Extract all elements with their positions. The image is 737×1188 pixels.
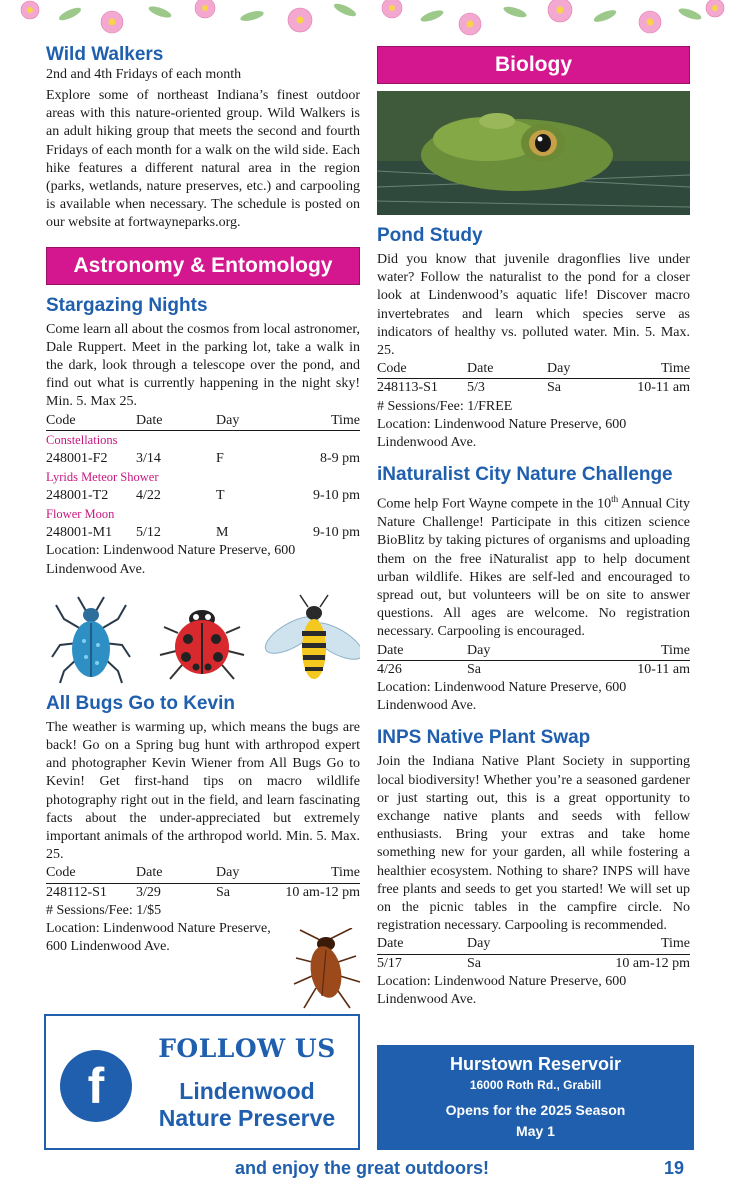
wild-walkers-schedule: 2nd and 4th Fridays of each month (46, 67, 242, 82)
row-code: 248001-F2 (46, 450, 108, 466)
row-day: F (216, 450, 224, 466)
row-code: 248112-S1 (46, 884, 107, 900)
row-day: Sa (547, 380, 561, 396)
row-day: T (216, 488, 225, 504)
session-name: Flower Moon (46, 507, 115, 522)
header-date: Date (136, 412, 163, 428)
row-time: 9-10 pm (312, 525, 360, 541)
header-date: Date (377, 642, 404, 658)
table-row (46, 884, 360, 902)
wild-walkers-body: Explore some of northeast Indiana’s finest outdoor areas with this nature-oriented group. Wild Walkers is an adult hiking group that meets the second and fourth Fridays of each month for a walk on the wild side. Each hike features a different natural area in the region (parks, wetlands, nature preserves, etc.) and carpooling is available when necessary. The schedule is posted on our website at fortwayneparks.org. (46, 88, 360, 231)
follow-us-page-name (142, 1078, 352, 1132)
pond-fee: # Sessions/Fee: 1/FREE (377, 398, 513, 414)
bugs-title: All Bugs Go to Kevin (46, 692, 235, 714)
follow-us-box[interactable] (44, 1014, 360, 1150)
row-date: 5/17 (377, 955, 402, 971)
row-time: 10 am-12 pm (285, 884, 360, 900)
row-code: 248001-T2 (46, 488, 109, 504)
reservoir-box (377, 1045, 694, 1150)
left-column (46, 44, 360, 957)
table-row (377, 661, 690, 679)
inaturalist-ordinal: th (611, 494, 619, 505)
row-time: 10-11 am (637, 380, 690, 396)
row-day: Sa (467, 955, 481, 971)
header-date: Date (136, 865, 163, 881)
bugs-location-line-1: Location: Lindenwood Nature Preserve, (46, 921, 271, 937)
row-date: 3/14 (136, 450, 161, 466)
frog-photo (377, 91, 690, 215)
header-time: Time (660, 361, 690, 377)
header-code: Code (377, 361, 407, 377)
header-code: Code (46, 412, 76, 428)
follow-us-name-line-1: Lindenwood (179, 1078, 315, 1104)
page-number: 19 (664, 1158, 685, 1178)
header-day: Day (467, 936, 491, 952)
session-name: Lyrids Meteor Shower (46, 470, 159, 485)
follow-us-title: FOLLOW US (158, 1034, 336, 1063)
bugs-fee: # Sessions/Fee: 1/$5 (46, 902, 162, 918)
header-time: Time (330, 865, 360, 881)
ladybug-icon (160, 610, 244, 679)
header-time: Time (330, 412, 360, 428)
pond-study-title: Pond Study (377, 225, 483, 246)
inps-table-header (377, 935, 690, 954)
row-date: 5/3 (467, 380, 485, 396)
pond-table-header (377, 360, 690, 379)
table-row (377, 955, 690, 973)
inps-title: INPS Native Plant Swap (377, 727, 591, 749)
row-day: M (216, 525, 229, 541)
table-row (46, 450, 360, 468)
header-time: Time (660, 936, 690, 952)
stargazing-body: Come learn all about the cosmos from local astronomer, Dale Ruppert. Meet in the parking lot, take a walk in the dark, look through a telescope over the pond, and find out what is currently happening in the night sky! Min. 5. Max 25. (46, 321, 360, 410)
reservoir-name: Hurstown Reservoir (449, 1054, 622, 1074)
inaturalist-body (377, 490, 690, 641)
bee-icon (260, 595, 360, 679)
row-day: Sa (216, 884, 230, 900)
facebook-icon[interactable]: f (60, 1050, 132, 1122)
beetle-icon (52, 597, 130, 683)
reservoir-opens: Opens for the 2025 Season (445, 1102, 626, 1118)
inps-location: Location: Lindenwood Nature Preserve, 600 Lindenwood Ave. (377, 973, 627, 1007)
table-row (46, 524, 360, 542)
stargazing-location: Location: Lindenwood Nature Preserve, 600 Lindenwood Ave. (46, 543, 296, 577)
wild-walkers-title: Wild Walkers (46, 44, 164, 65)
header-day: Day (216, 865, 240, 881)
flower-border (0, 0, 737, 46)
header-date: Date (377, 936, 404, 952)
pond-study-body: Did you know that juvenile dragonflies live under water? Follow the naturalist to the pond for a closer look at Lindenwood’s aquatic life! Discover macro invertebrates and learn which species serve as indicators of healthy vs. polluted water. Min. 5. Max. 25. (377, 252, 690, 359)
inaturalist-body-end: Annual City Nature Challenge! Participate in this citizen science BioBlitz by taking pictures of organisms and uploading them on the free iNaturalist app to help document urban wildlife. Hikes are self-led and encouraged to spread out, but volunteers will be on site to answer questions. All ages are welcome. No registration necessary. Carpooling is encouraged. (377, 496, 690, 640)
header-code: Code (46, 865, 76, 881)
row-time: 8-9 pm (319, 450, 360, 466)
row-date: 4/22 (136, 488, 161, 504)
header-day: Day (216, 412, 240, 428)
row-time: 10-11 am (637, 661, 690, 677)
row-time: 9-10 pm (312, 488, 360, 504)
header-day: Day (547, 361, 571, 377)
table-row (46, 487, 360, 505)
stargazing-table-header (46, 412, 360, 431)
bugs-body: The weather is warming up, which means the bugs are back! Go on a Spring bug hunt with arthropod expert and photographer Kevin Wiener from All Bugs Go to Kevin! Get first-hand tips on macro wildlife photography right out in the field, and learn fascinating facts about the under-appreciated but extremely important animals of the arthropod world. Min. 5. Max. 25. (46, 719, 360, 863)
inaturalist-body-start: Come help Fort Wayne compete in the 10 (377, 496, 612, 512)
row-code: 248113-S1 (377, 380, 438, 396)
right-column (377, 46, 690, 1009)
inaturalist-title: iNaturalist City Nature Challenge (377, 464, 673, 486)
header-date: Date (467, 361, 494, 377)
header-time: Time (660, 642, 690, 658)
cockroach-icon (290, 928, 364, 1010)
header-day: Day (467, 642, 491, 658)
reservoir-date: May 1 (516, 1123, 555, 1139)
inps-body: Join the Indiana Native Plant Society in supporting local biodiversity! Whether you’re a seasoned gardener or just starting out, this is a great opportunity to exchange native plants and seeds with fellow enthusiasts. Bring your extras and take home something new for your garden, all while fostering a healthier ecosystem. Nothing to share? INPS will have free plants and seeds to get you started! We will set up on the picnic tables in the campfire circle. No registration necessary. Carpooling is recommended. (377, 754, 690, 934)
inaturalist-location: Location: Lindenwood Nature Preserve, 600 Lindenwood Ave. (377, 679, 627, 714)
row-code: 248001-M1 (46, 525, 113, 541)
pond-location: Location: Lindenwood Nature Preserve, 600 Lindenwood Ave. (377, 416, 627, 451)
biology-band: Biology (377, 46, 690, 84)
inaturalist-table-header (377, 642, 690, 661)
row-date: 4/26 (377, 661, 402, 677)
row-day: Sa (467, 661, 481, 677)
row-date: 3/29 (136, 884, 161, 900)
astronomy-band: Astronomy & Entomology (46, 247, 360, 285)
session-name: Constellations (46, 432, 118, 447)
insects-illustration (46, 593, 360, 685)
bugs-table-header (46, 864, 360, 883)
row-time: 10 am-12 pm (615, 955, 690, 971)
stargazing-title: Stargazing Nights (46, 294, 208, 316)
table-row (377, 379, 690, 397)
reservoir-address: 16000 Roth Rd., Grabill (469, 1078, 602, 1092)
follow-us-name-line-2: Nature Preserve (158, 1105, 336, 1131)
bugs-location-line-2: 600 Lindenwood Ave. (46, 939, 170, 955)
footer-tagline: and enjoy the great outdoors! (235, 1158, 490, 1178)
row-date: 5/12 (136, 525, 161, 541)
